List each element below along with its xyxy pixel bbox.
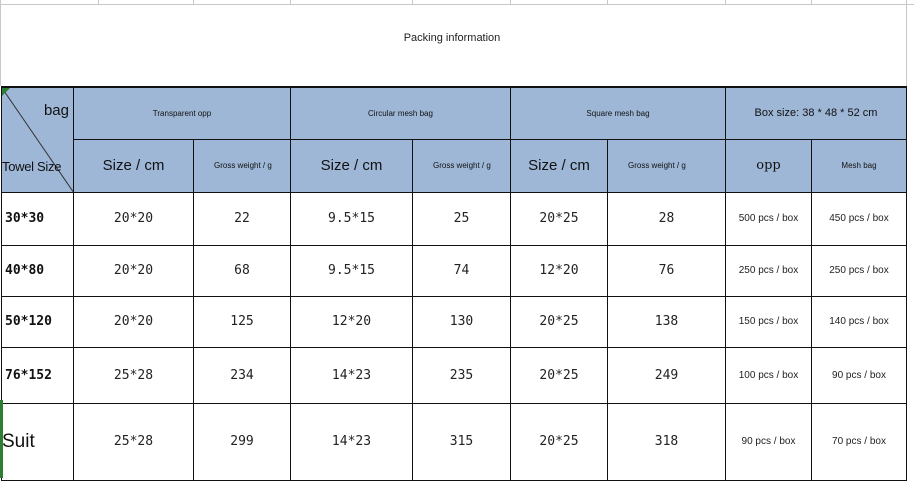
opp-weight-cell: 22 <box>194 192 291 245</box>
packing-table <box>1 86 907 481</box>
bag-label: bag <box>43 102 69 119</box>
opp-weight-cell: 299 <box>194 403 291 480</box>
table-row <box>2 403 907 480</box>
box-opp-cell: 100 pcs / box <box>726 347 812 403</box>
table-row <box>2 296 907 347</box>
circular-weight-cell: 74 <box>413 245 511 296</box>
circular-weight-cell: 235 <box>413 347 511 403</box>
towel-size-cell: 76*152 <box>2 347 74 403</box>
opp-size-cell: 20*20 <box>74 296 194 347</box>
box-mesh-cell: 450 pcs / box <box>812 192 907 245</box>
opp-weight-cell: 234 <box>194 347 291 403</box>
box-opp-cell: 500 pcs / box <box>726 192 812 245</box>
group-header-box-size: Box size: 38 * 48 * 52 cm <box>726 87 907 139</box>
subheader-size: Size / cm <box>291 139 413 192</box>
square-size-cell: 20*25 <box>511 192 608 245</box>
subheader-size: Size / cm <box>511 139 608 192</box>
towel-size-cell: 50*120 <box>2 296 74 347</box>
subheader-gross-weight: Gross weight / g <box>608 139 726 192</box>
box-opp-cell: 250 pcs / box <box>726 245 812 296</box>
circular-weight-cell: 25 <box>413 192 511 245</box>
opp-size-cell: 20*20 <box>74 192 194 245</box>
subheader-size: Size / cm <box>74 139 194 192</box>
square-weight-cell: 28 <box>608 192 726 245</box>
group-header-circular-mesh: Circular mesh bag <box>291 87 511 139</box>
circular-weight-cell: 130 <box>413 296 511 347</box>
sheet-right-guide <box>906 0 907 86</box>
square-size-cell: 20*25 <box>511 403 608 480</box>
group-header-transparent-opp: Transparent opp <box>74 87 291 139</box>
table-row <box>2 347 907 403</box>
towel-size-cell: Suit <box>2 403 74 480</box>
subheader-mesh-bag: Mesh bag <box>812 139 907 192</box>
opp-size-cell: 25*28 <box>74 403 194 480</box>
group-header-square-mesh: Square mesh bag <box>511 87 726 139</box>
square-size-cell: 20*25 <box>511 347 608 403</box>
opp-size-cell: 25*28 <box>74 347 194 403</box>
box-opp-cell: 90 pcs / box <box>726 403 812 480</box>
circular-size-cell: 14*23 <box>291 347 413 403</box>
table-row <box>2 245 907 296</box>
corner-header-cell <box>2 87 74 192</box>
square-weight-cell: 318 <box>608 403 726 480</box>
circular-size-cell: 12*20 <box>291 296 413 347</box>
subheader-gross-weight: Gross weight / g <box>194 139 291 192</box>
box-mesh-cell: 250 pcs / box <box>812 245 907 296</box>
towel-size-cell: 40*80 <box>2 245 74 296</box>
page-title: Packing information <box>403 32 501 44</box>
circular-size-cell: 9.5*15 <box>291 192 413 245</box>
towel-size-cell: 30*30 <box>2 192 74 245</box>
square-weight-cell: 138 <box>608 296 726 347</box>
circular-weight-cell: 315 <box>413 403 511 480</box>
subheader-gross-weight: Gross weight / g <box>413 139 511 192</box>
box-opp-cell: 150 pcs / box <box>726 296 812 347</box>
subheader-opp: opp <box>726 139 812 192</box>
circular-size-cell: 9.5*15 <box>291 245 413 296</box>
row-selection-marker <box>0 400 3 478</box>
box-mesh-cell: 140 pcs / box <box>812 296 907 347</box>
sheet-column-guides <box>0 0 914 5</box>
towel-size-label: Towel Size <box>2 158 62 174</box>
opp-weight-cell: 68 <box>194 245 291 296</box>
box-mesh-cell: 90 pcs / box <box>812 347 907 403</box>
square-size-cell: 20*25 <box>511 296 608 347</box>
opp-size-cell: 20*20 <box>74 245 194 296</box>
square-weight-cell: 76 <box>608 245 726 296</box>
square-size-cell: 12*20 <box>511 245 608 296</box>
box-mesh-cell: 70 pcs / box <box>812 403 907 480</box>
circular-size-cell: 14*23 <box>291 403 413 480</box>
table-row <box>2 192 907 245</box>
opp-weight-cell: 125 <box>194 296 291 347</box>
square-weight-cell: 249 <box>608 347 726 403</box>
